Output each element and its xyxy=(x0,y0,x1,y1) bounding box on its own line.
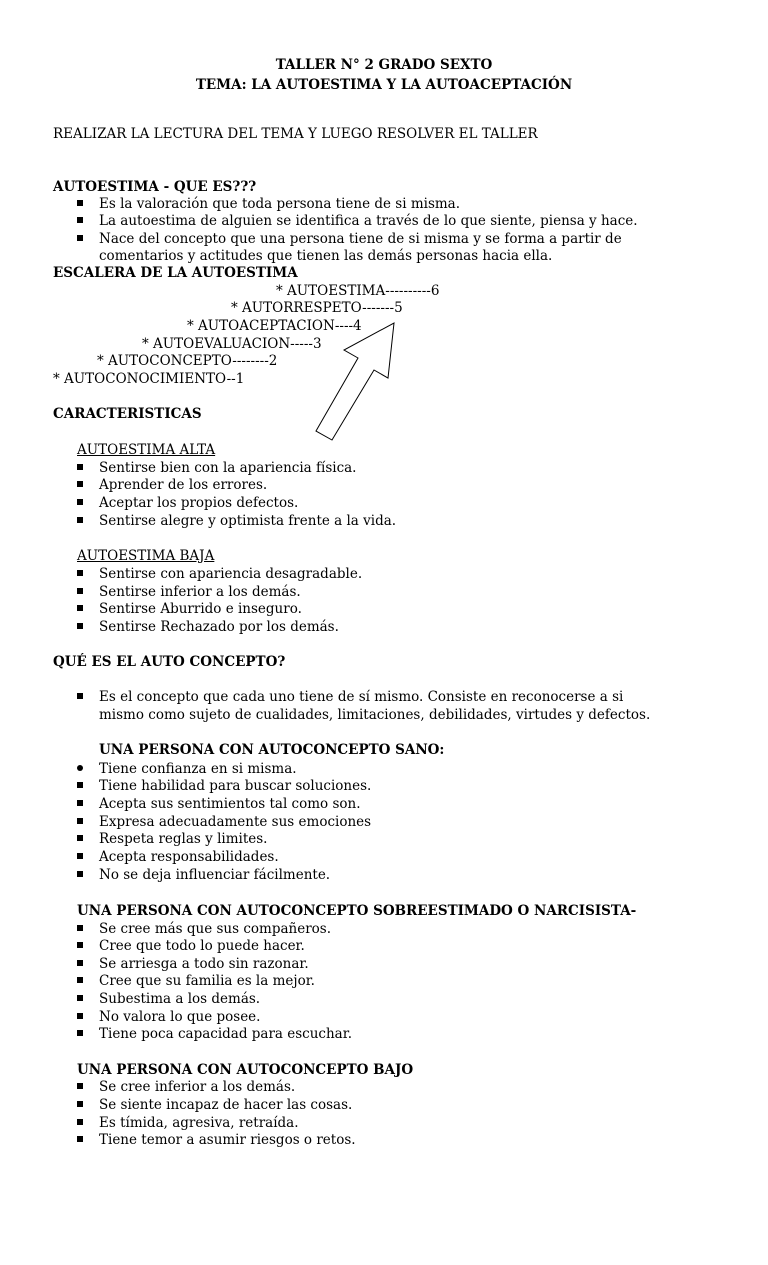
escalera-step-5: * AUTORRESPETO-------5 xyxy=(231,300,403,316)
list-item: Tiene poca capacidad para escuchar. xyxy=(99,1026,352,1042)
bullet-icon xyxy=(77,800,83,806)
caracteristicas-heading: CARACTERISTICAS xyxy=(53,406,202,422)
bullet-icon xyxy=(77,481,83,487)
list-item: Tiene temor a asumir riesgos o retos. xyxy=(99,1132,356,1148)
bullet-icon xyxy=(77,570,83,576)
autoconcepto-bajo-heading: UNA PERSONA CON AUTOCONCEPTO BAJO xyxy=(77,1062,414,1078)
bullet-icon xyxy=(77,818,83,824)
list-item: Acepta responsabilidades. xyxy=(99,849,279,865)
bullet-icon xyxy=(77,1101,83,1107)
list-item-continuation: comentarios y actitudes que tienen las demás personas hacia ella. xyxy=(99,248,553,264)
list-item: Tiene confianza en si misma. xyxy=(99,761,297,777)
autoconcepto-sano-heading: UNA PERSONA CON AUTOCONCEPTO SANO: xyxy=(99,742,445,758)
list-item: Nace del concepto que una persona tiene de si misma y se forma a partir de xyxy=(99,231,622,247)
escalera-step-6: * AUTOESTIMA----------6 xyxy=(276,283,440,299)
list-item: Sentirse bien con la apariencia física. xyxy=(99,460,357,476)
list-item: Tiene habilidad para buscar soluciones. xyxy=(99,778,372,794)
bullet-icon xyxy=(77,942,83,948)
list-item: No valora lo que posee. xyxy=(99,1009,261,1025)
bullet-icon xyxy=(77,960,83,966)
page-subtitle: TEMA: LA AUTOESTIMA Y LA AUTOACEPTACIÓN xyxy=(195,77,573,93)
bullet-icon xyxy=(77,1013,83,1019)
bullet-icon xyxy=(77,623,83,629)
list-item: Subestima a los demás. xyxy=(99,991,261,1007)
bullet-icon xyxy=(77,871,83,877)
list-item: Es la valoración que toda persona tiene de si misma. xyxy=(99,196,461,212)
autoconcepto-sobre-heading: UNA PERSONA CON AUTOCONCEPTO SOBREESTIMADO O NARCISISTA- xyxy=(77,903,637,919)
bullet-icon xyxy=(77,517,83,523)
list-item: Aceptar los propios defectos. xyxy=(99,495,299,511)
escalera-step-1: * AUTOCONOCIMIENTO--1 xyxy=(53,371,245,387)
definition-line-1: Es el concepto que cada uno tiene de sí mismo. Consiste en reconocerse a si xyxy=(99,689,624,705)
bullet-icon xyxy=(77,693,83,699)
list-item: Cree que todo lo puede hacer. xyxy=(99,938,305,954)
bullet-icon xyxy=(77,605,83,611)
escalera-heading: ESCALERA DE LA AUTOESTIMA xyxy=(53,265,298,281)
list-item: Cree que su familia es la mejor. xyxy=(99,973,315,989)
bullet-icon xyxy=(77,977,83,983)
bullet-icon xyxy=(77,499,83,505)
list-item: Sentirse alegre y optimista frente a la vida. xyxy=(99,513,397,529)
bullet-icon xyxy=(77,464,83,470)
bullet-icon xyxy=(77,1083,83,1089)
list-item: Respeta reglas y limites. xyxy=(99,831,268,847)
bullet-icon xyxy=(77,995,83,1001)
autoconcepto-heading: QUÉ ES EL AUTO CONCEPTO? xyxy=(53,654,286,670)
list-item: No se deja influenciar fácilmente. xyxy=(99,867,331,883)
bullet-icon xyxy=(77,1030,83,1036)
list-item: Se cree inferior a los demás. xyxy=(99,1079,296,1095)
list-item: Sentirse con apariencia desagradable. xyxy=(99,566,363,582)
autoestima-alta-heading: AUTOESTIMA ALTA xyxy=(77,442,216,458)
bullet-icon xyxy=(77,1136,83,1142)
bullet-icon xyxy=(77,782,83,788)
list-item: Aprender de los errores. xyxy=(99,477,268,493)
list-item: Expresa adecuadamente sus emociones xyxy=(99,814,372,830)
bullet-icon xyxy=(77,925,83,931)
escalera-step-3: * AUTOEVALUACION-----3 xyxy=(142,336,322,352)
escalera-step-2: * AUTOCONCEPTO--------2 xyxy=(97,353,278,369)
definition-line-2: mismo como sujeto de cualidades, limitaciones, debilidades, virtudes y defectos. xyxy=(99,707,651,723)
list-item: Sentirse Rechazado por los demás. xyxy=(99,619,339,635)
list-item: La autoestima de alguien se identifica a través de lo que siente, piensa y hace. xyxy=(99,213,638,229)
bullet-icon xyxy=(77,1119,83,1125)
list-item: Acepta sus sentimientos tal como son. xyxy=(99,796,361,812)
list-item: Sentirse inferior a los demás. xyxy=(99,584,301,600)
list-item: Sentirse Aburrido e inseguro. xyxy=(99,601,302,617)
escalera-step-4: * AUTOACEPTACION----4 xyxy=(187,318,362,334)
bullet-icon xyxy=(77,835,83,841)
page-title: TALLER N° 2 GRADO SEXTO xyxy=(275,57,493,73)
autoestima-baja-heading: AUTOESTIMA BAJA xyxy=(77,548,215,564)
list-item: Se siente incapaz de hacer las cosas. xyxy=(99,1097,353,1113)
list-item: Es tímida, agresiva, retraída. xyxy=(99,1115,299,1131)
bullet-icon xyxy=(77,853,83,859)
bullet-icon xyxy=(77,765,83,771)
autoestima-heading: AUTOESTIMA - QUE ES??? xyxy=(53,179,257,195)
instruction-text: REALIZAR LA LECTURA DEL TEMA Y LUEGO RESOLVER EL TALLER xyxy=(53,126,538,142)
bullet-icon xyxy=(77,588,83,594)
list-item: Se arriesga a todo sin razonar. xyxy=(99,956,309,972)
list-item: Se cree más que sus compañeros. xyxy=(99,921,332,937)
